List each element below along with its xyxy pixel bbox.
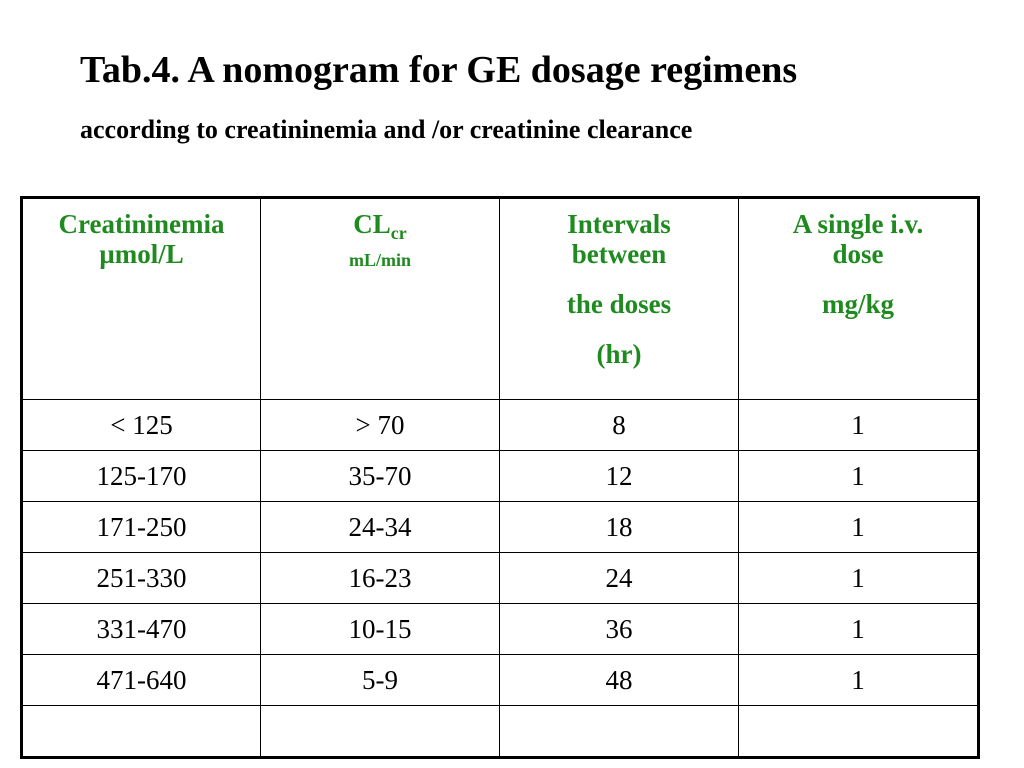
cell-clcr: 10-15 [261, 604, 500, 655]
header-intervals-line1: Intervals [567, 209, 671, 239]
cell-interval: 12 [500, 451, 739, 502]
cell-dose: 1 [739, 502, 979, 553]
header-creatininemia-label: Creatininemia [58, 209, 225, 239]
cell-dose: 1 [739, 400, 979, 451]
cell-interval: 24 [500, 553, 739, 604]
header-dose-line1: A single i.v. [792, 209, 924, 239]
cell-clcr: > 70 [261, 400, 500, 451]
cell-dose [739, 706, 979, 758]
table-row [22, 655, 979, 706]
nomogram-table [20, 196, 980, 759]
cell-dose: 1 [739, 451, 979, 502]
cell-interval: 8 [500, 400, 739, 451]
header-intervals-unit: (hr) [596, 339, 642, 369]
cell-creatininemia: 251-330 [22, 553, 261, 604]
cell-clcr [261, 706, 500, 758]
table-row [22, 451, 979, 502]
header-intervals [500, 198, 739, 400]
header-clcr-unit: mL/min [348, 250, 411, 270]
cell-creatininemia: 171-250 [22, 502, 261, 553]
cell-dose: 1 [739, 553, 979, 604]
slide-subtitle: according to creatininemia and /or creatinine clearance [80, 115, 693, 144]
cell-clcr: 24-34 [261, 502, 500, 553]
cell-creatininemia: 125-170 [22, 451, 261, 502]
header-creatininemia-unit: µmol/L [99, 239, 184, 269]
table-row [22, 502, 979, 553]
cell-clcr: 16-23 [261, 553, 500, 604]
header-clcr-label [261, 209, 499, 243]
header-creatininemia [22, 198, 261, 400]
cell-interval: 36 [500, 604, 739, 655]
table-row [22, 400, 979, 451]
cell-clcr: 5-9 [261, 655, 500, 706]
header-clcr-subscript: cr [390, 223, 407, 243]
cell-clcr: 35-70 [261, 451, 500, 502]
cell-dose: 1 [739, 655, 979, 706]
cell-creatininemia: 331-470 [22, 604, 261, 655]
table-header-row [22, 198, 979, 400]
header-dose-line2: dose [832, 239, 884, 269]
table-row [22, 604, 979, 655]
cell-creatininemia: 471-640 [22, 655, 261, 706]
table-row [22, 553, 979, 604]
cell-interval: 48 [500, 655, 739, 706]
header-intervals-line3: the doses [566, 289, 672, 319]
cell-interval: 18 [500, 502, 739, 553]
header-dose [739, 198, 979, 400]
cell-creatininemia: < 125 [22, 400, 261, 451]
header-clcr-main: CL [353, 209, 391, 239]
table-row [22, 706, 979, 758]
header-intervals-line2: between [571, 239, 667, 269]
header-dose-unit: mg/kg [821, 289, 894, 319]
cell-dose: 1 [739, 604, 979, 655]
header-clcr [261, 198, 500, 400]
cell-creatininemia [22, 706, 261, 758]
cell-interval [500, 706, 739, 758]
slide-title: Tab.4. A nomogram for GE dosage regimens [80, 49, 798, 91]
